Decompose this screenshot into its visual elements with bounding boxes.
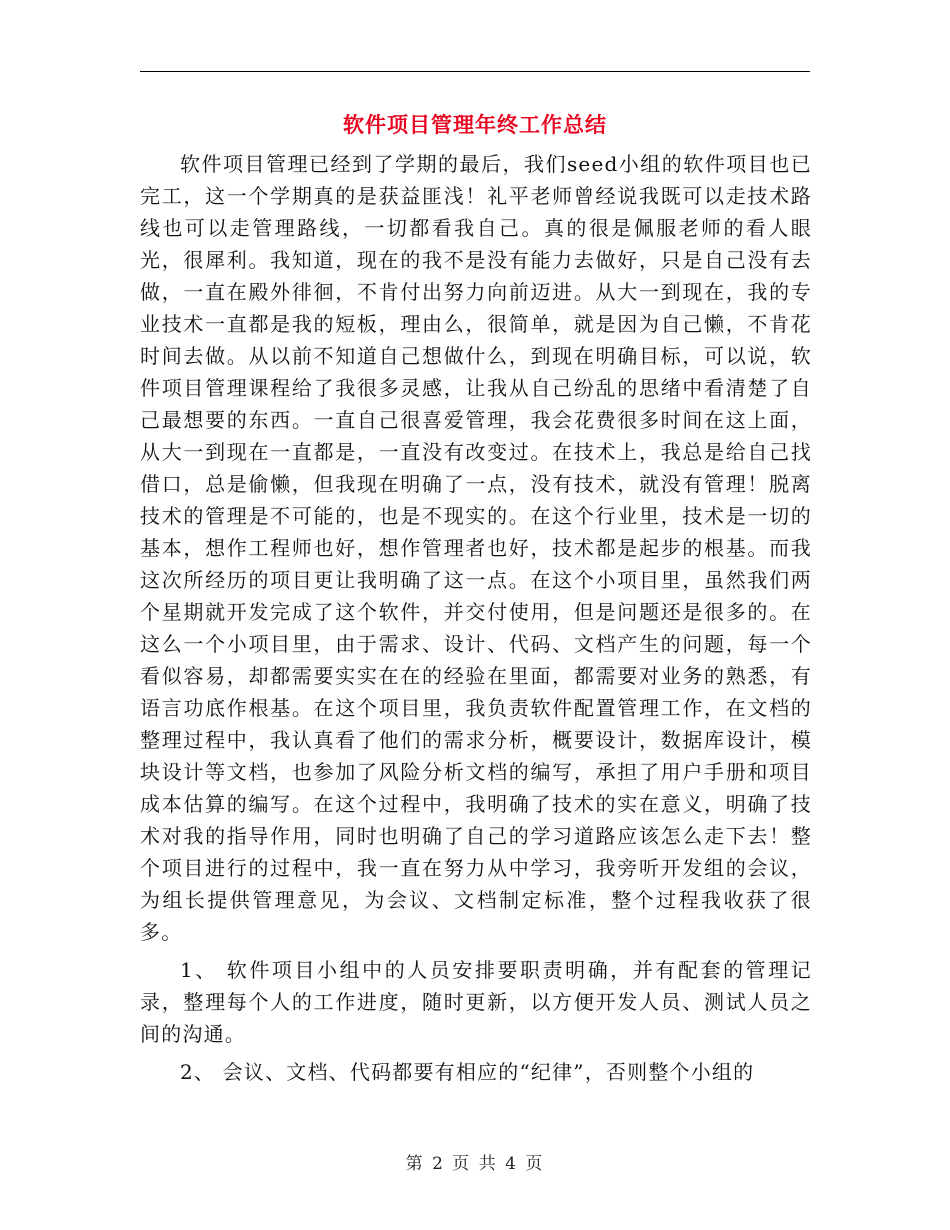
document-body	[140, 148, 812, 1088]
list-paragraph-2: 2、 会议、文档、代码都要有相应的“纪律”，否则整个小组的	[180, 1060, 755, 1084]
body-paragraph: 软件项目管理已经到了学期的最后，我们seed小组的软件项目也已完工，这一个学期真的是获益匪浅！礼平老师曾经说我既可以走技术路线也可以走管理路线，一切都看我自己。真的很是佩服老师的看人眼光，很犀利。我知道，现在的我不是没有能力去做好，只是自己没有去做，一直在殿外徘徊，不肯付出努力向前迈进。从大一到现在，我的专业技术一直都是我的短板，理由么，很简单，就是因为自己懒，不肯花时间去做。从以前不知道自己想做什么，到现在明确目标，可以说，软件项目管理课程给了我很多灵感，让我从自己纷乱的思绪中看清楚了自己最想要的东西。一直自己很喜爱管理，我会花费很多时间在这上面，从大一到现在一直都是，一直没有改变过。在技术上，我总是给自己找借口，总是偷懒，但我现在明确了一点，没有技术，就没有管理！脱离技术的管理是不可能的，也是不现实的。在这个行业里，技术是一切的基本，想作工程师也好，想作管理者也好，技术都是起步的根基。而我这次所经历的项目更让我明确了这一点。在这个小项目里，虽然我们两个星期就开发完成了这个软件，并交付使用，但是问题还是很多的。在这么一个小项目里，由于需求、设计、代码、文档产生的问题，每一个看似容易，却都需要实实在在的经验在里面，都需要对业务的熟悉，有语言功底作根基。在这个项目里，我负责软件配置管理工作，在文档的整理过程中，我认真看了他们的需求分析，概要设计，数据库设计，模块设计等文档，也参加了风险分析文档的编写，承担了用户手册和项目成本估算的编写。在这个过程中，我明确了技术的实在意义，明确了技术对我的指导作用，同时也明确了自己的学习道路应该怎么走下去！整个项目进行的过程中，我一直在努力从中学习，我旁听开发组的会议，为组长提供管理意见，为会议、文档制定标准，整个过程我收获了很多。	[140, 152, 812, 944]
document-title: 软件项目管理年终工作总结	[343, 113, 607, 137]
page-footer: 第 2 页 共 4 页	[405, 1154, 545, 1174]
list-paragraph-1: 1、 软件项目小组中的人员安排要职责明确，并有配套的管理记录，整理每个人的工作进度，随时更新，以方便开发人员、测试人员之间的沟通。	[140, 958, 812, 1046]
header-rule	[140, 71, 810, 72]
